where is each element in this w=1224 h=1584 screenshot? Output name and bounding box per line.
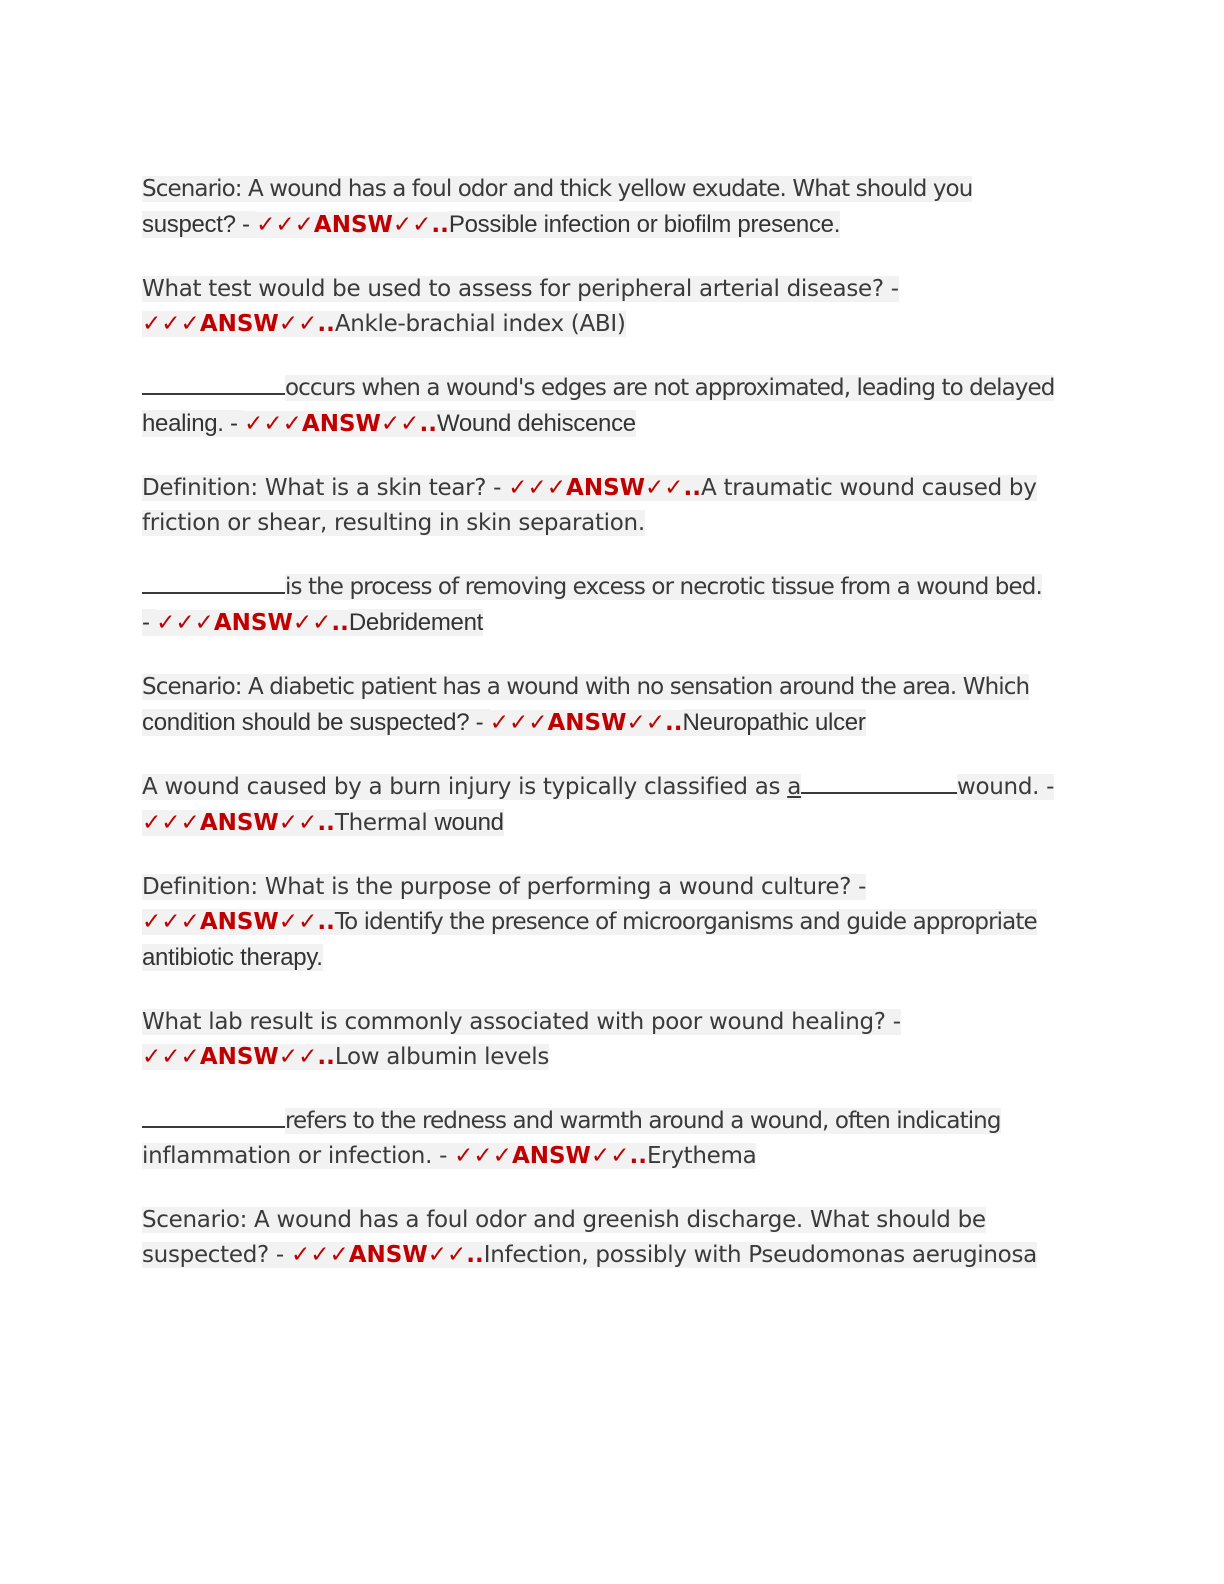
fill-in-blank xyxy=(801,770,957,794)
answer-marker: ✓✓✓ANSW✓✓.. xyxy=(142,810,335,836)
fill-in-blank xyxy=(142,570,285,594)
answer-text: Wound dehiscence xyxy=(436,410,636,437)
answer-marker: ✓✓✓ANSW✓✓.. xyxy=(244,411,437,437)
answer-text: antibiotic therapy. xyxy=(142,944,323,971)
question-text: occurs when a wound's edges are not approximated, leading to delayed xyxy=(285,375,1055,401)
qa-item xyxy=(142,1005,1082,1075)
qa-item xyxy=(142,272,1082,342)
answer-marker: ✓✓✓ANSW✓✓.. xyxy=(489,710,683,736)
question-text: inflammation or infection. - xyxy=(142,1143,455,1169)
question-text: is the process of removing excess or necrotic tissue from a wound bed. xyxy=(285,574,1042,600)
question-text: Scenario: A wound has a foul odor and greenish discharge. What should be xyxy=(142,1207,986,1233)
question-text: What test would be used to assess for peripheral arterial disease? - xyxy=(142,276,899,302)
answer-marker: ✓✓✓ANSW✓✓.. xyxy=(156,610,349,636)
question-text: suspected? - xyxy=(142,1242,291,1268)
question-text: Definition: What is the purpose of performing a wound culture? - xyxy=(142,874,867,900)
qa-item xyxy=(142,870,1082,976)
qa-item xyxy=(142,172,1082,243)
document-page xyxy=(142,172,1082,1302)
question-text: A wound caused by a burn injury is typically classified as xyxy=(142,774,788,800)
qa-item xyxy=(142,471,1082,541)
answer-text: A traumatic wound caused by xyxy=(701,475,1037,501)
qa-item xyxy=(142,570,1082,641)
answer-text: Thermal xyxy=(334,810,435,836)
answer-text: Low albumin levels xyxy=(334,1044,550,1070)
fill-in-blank xyxy=(142,1104,285,1128)
qa-item xyxy=(142,670,1082,741)
answer-text: Ankle-brachial index (ABI) xyxy=(334,311,626,337)
answer-text: Neuropathic ulcer xyxy=(682,709,866,736)
answer-text: friction or shear, resulting in skin separation. xyxy=(142,510,645,536)
answer-marker: ✓✓✓ANSW✓✓.. xyxy=(142,909,335,935)
qa-item xyxy=(142,1203,1082,1273)
answer-text: Debridement xyxy=(348,609,483,636)
question-text: - xyxy=(142,609,157,636)
answer-marker: ✓✓✓ANSW✓✓.. xyxy=(508,475,702,501)
question-text: What lab result is commonly associated with poor wound healing? - xyxy=(142,1009,901,1035)
question-text: a xyxy=(787,774,801,800)
answer-marker: ✓✓✓ANSW✓✓.. xyxy=(142,311,335,337)
question-text: Scenario: A diabetic patient has a wound with no sensation around the area. Which xyxy=(142,674,1030,700)
answer-marker: ✓✓✓ANSW✓✓.. xyxy=(454,1143,647,1169)
question-text: refers to the redness and warmth around a wound, often indicating xyxy=(285,1108,1001,1134)
question-text: suspect? - xyxy=(142,211,257,238)
qa-item xyxy=(142,371,1082,442)
question-text: Scenario: A wound has a foul odor and thick yellow exudate. What should you xyxy=(142,176,973,202)
qa-item xyxy=(142,1104,1082,1174)
question-text: healing. - xyxy=(142,410,245,437)
answer-text: wound xyxy=(434,809,504,836)
answer-marker: ✓✓✓ANSW✓✓.. xyxy=(290,1242,484,1268)
question-text: Definition: What is a skin tear? - xyxy=(142,475,509,501)
fill-in-blank xyxy=(142,371,285,395)
answer-text: Infection, possibly with Pseudomonas aeruginosa xyxy=(483,1242,1037,1268)
question-text: condition should be suspected? - xyxy=(142,709,490,736)
answer-marker: ✓✓✓ANSW✓✓.. xyxy=(142,1044,335,1070)
answer-text: To identify the presence of microorganisms and guide appropriate xyxy=(334,909,1037,935)
answer-marker: ✓✓✓ANSW✓✓.. xyxy=(256,212,449,238)
answer-text: Possible infection or biofilm presence. xyxy=(448,211,841,238)
qa-item xyxy=(142,770,1082,841)
question-text: wound. - xyxy=(956,774,1055,800)
answer-text: Erythema xyxy=(646,1143,757,1169)
